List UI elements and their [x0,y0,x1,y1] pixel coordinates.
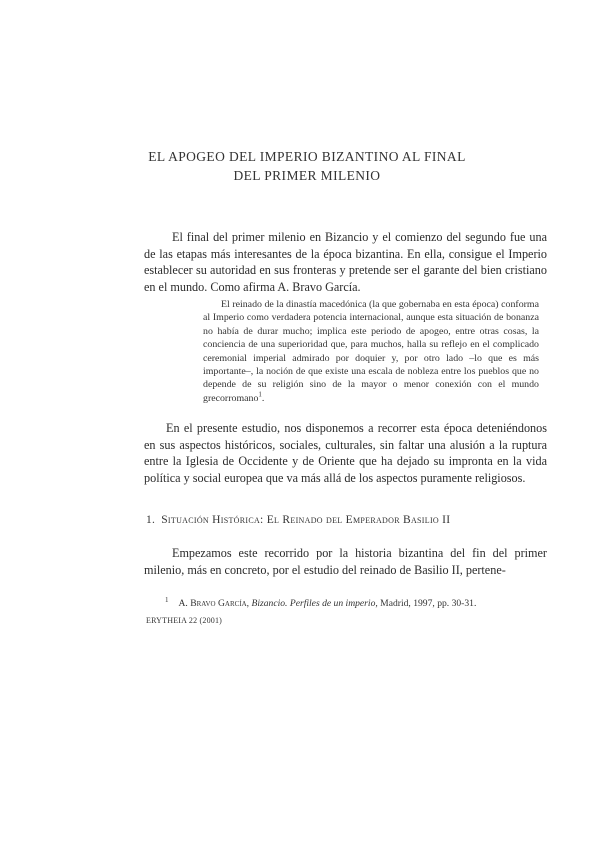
title-line-1: EL APOGEO DEL IMPERIO BIZANTINO AL FINAL [148,149,466,164]
quote-end: . [261,392,265,404]
article-title [120,147,494,185]
footnote-details: , Madrid, 1997, pp. 30-31. [375,598,477,610]
paragraph-2: En el presente estudio, nos disponemos a recorrer esta época deteniéndonos en sus aspectos históricos, sociales, culturales, sin faltar una alusión a la ruptura entre la Iglesia de Occidente y de Oriente que ha dejado su impronta en la vida política y social europea que va más allá de los aspectos puramente religiosos. [144,421,547,485]
footnote-author: A. Bravo García, [178,598,250,610]
quote-text: El reinado de la dinastía macedónica (la que gobernaba en esta época) conforma al Imperio como verdadera potencia internacional, aunque esta situación de bonanza no había de durar mucho; implica este periodo de apogeo, entre otras cosas, la conciencia de una superioridad que, para muchos, halla su reflejo en el complicado ceremonial imperial admirado por doquier y, por otro lado –lo que es más importante–, la noción de que existe una escala de nobleza entre los pueblos que no depende de su religión sino de la mayor o menor conexión con el mundo grecorromano [203,299,539,404]
footnote [165,596,476,609]
footnote-reference[interactable]: 1 [258,390,262,399]
block-quote [203,298,539,405]
title-line-2: DEL PRIMER MILENIO [233,168,381,183]
paragraph-3: Empezamos este recorrido por la historia bizantina del fin del primer milenio, más en concreto, por el estudio del reinado de Basilio II, pertene- [144,546,547,577]
intro-paragraph: El final del primer milenio en Bizancio y el comienzo del segundo fue una de las etapas más interesantes de la época bizantina. En ella, consigue el Imperio establecer su autoridad en sus fronteras y pretende ser el garante del bien cristiano en el mundo. Como afirma A. Bravo García. [144,230,547,294]
footnote-mark: 1 [165,596,169,604]
section-number: 1. [146,514,156,526]
journal-reference: ERYTHEIA 22 (2001) [146,616,223,625]
section-title: Situación Histórica: El Reinado del Emperador Basilio II [161,514,451,526]
footnote-work-title: Bizancio. Perfiles de un imperio [251,598,376,610]
section-heading [146,514,450,526]
